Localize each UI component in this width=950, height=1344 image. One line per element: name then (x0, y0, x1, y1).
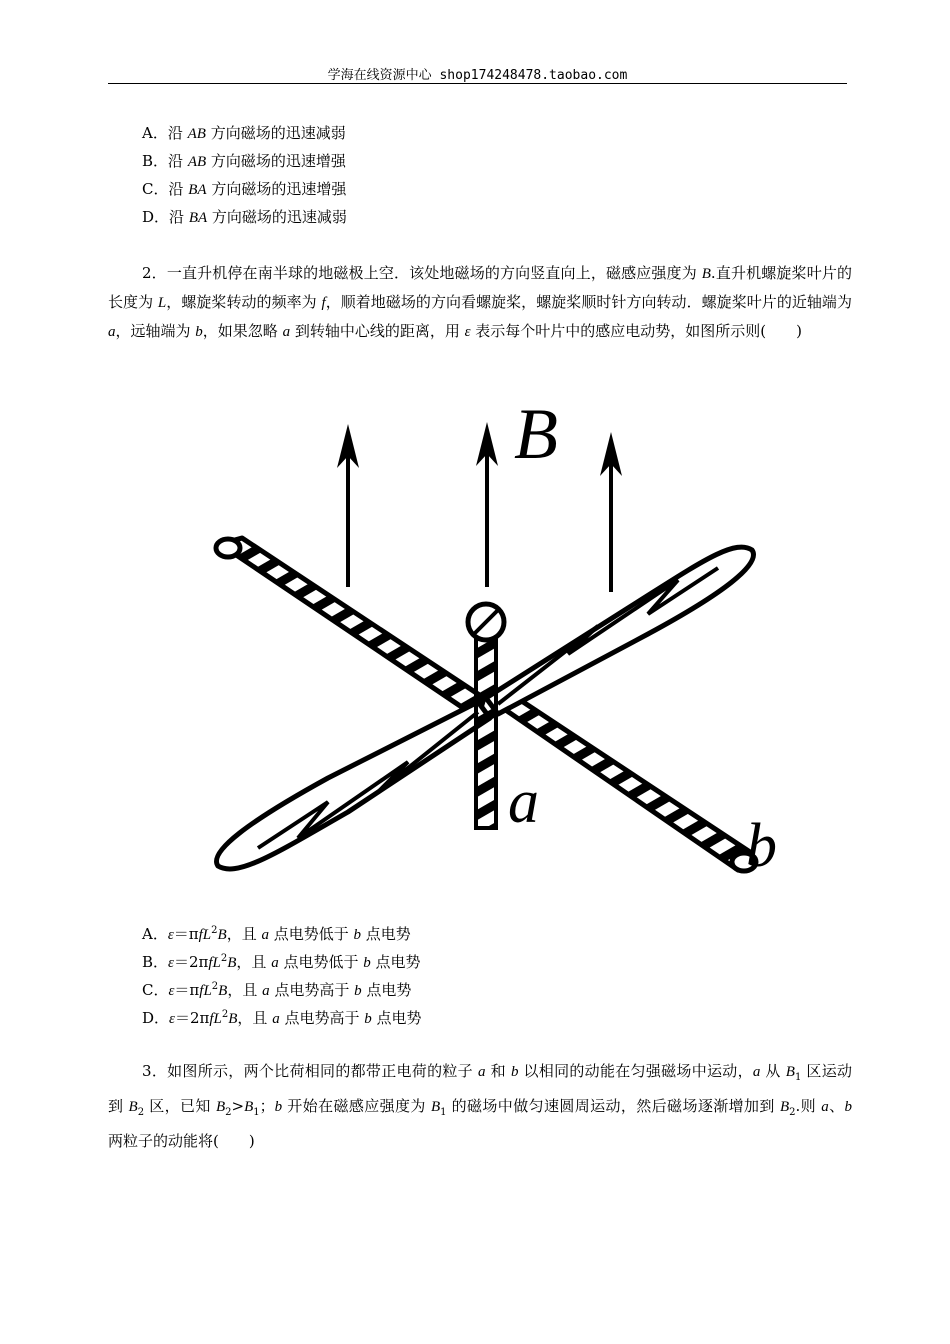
far-end-label-b: b (746, 812, 777, 880)
blade-lower-left (216, 702, 490, 869)
field-arrow-right (600, 432, 622, 592)
field-arrow-center (476, 422, 498, 587)
q1-option-b: B．沿 AB 方向磁场的迅速增强 (142, 152, 346, 170)
q2-option-d: D．ε＝2πfL$^2$B，且 a 点电势高于 b 点电势 (142, 1009, 422, 1027)
field-arrow-left (337, 424, 359, 587)
blade-upper-right (486, 547, 754, 714)
q1-option-d: D．沿 BA 方向磁场的迅速减弱 (142, 208, 347, 226)
propeller-figure (178, 382, 808, 910)
q1-option-a: A．沿 AB 方向磁场的迅速减弱 (142, 124, 346, 142)
near-end-label-a: a (508, 768, 539, 836)
q2-option-c: C．ε＝πfL$^2$B，且 a 点电势高于 b 点电势 (142, 981, 412, 999)
q3-stem: 3．如图所示，两个比荷相同的都带正电荷的粒子 a 和 b 以相同的动能在匀强磁场中运动，a 从 $B_1$ 区运动到 $B_2$ 区，已知 $B_2>B_1$；b 开始在磁感应强度为 $B_1$ 的磁场中做匀速圆周运动，然后磁场逐渐增加到 $B_2$.则 a、b 两粒子的动能将( ) (108, 1062, 852, 1150)
q2-option-b: B．ε＝2πfL$^2$B，且 a 点电势低于 b 点电势 (142, 953, 421, 971)
header-divider (108, 83, 847, 84)
field-label-B: B (514, 394, 558, 474)
page-header: 学海在线资源中心 shop174248478.taobao.com (327, 68, 628, 83)
q2-option-a: A．ε＝πfL$^2$B，且 a 点电势低于 b 点电势 (142, 925, 411, 943)
q2-stem: 2．一直升机停在南半球的地磁极上空．该处地磁场的方向竖直向上，磁感应强度为 B.直升机螺旋桨叶片的长度为 L，螺旋桨转动的频率为 f，顺着地磁场的方向看螺旋桨，螺旋桨顺时针方向转动．螺旋桨叶片的近轴端为 a，远轴端为 b，如果忽略 a 到转轴中心线的距离，用 ε 表示每个叶片中的感应电动势，如图所示则( ) (108, 264, 852, 340)
q1-option-c: C．沿 BA 方向磁场的迅速增强 (142, 180, 347, 198)
